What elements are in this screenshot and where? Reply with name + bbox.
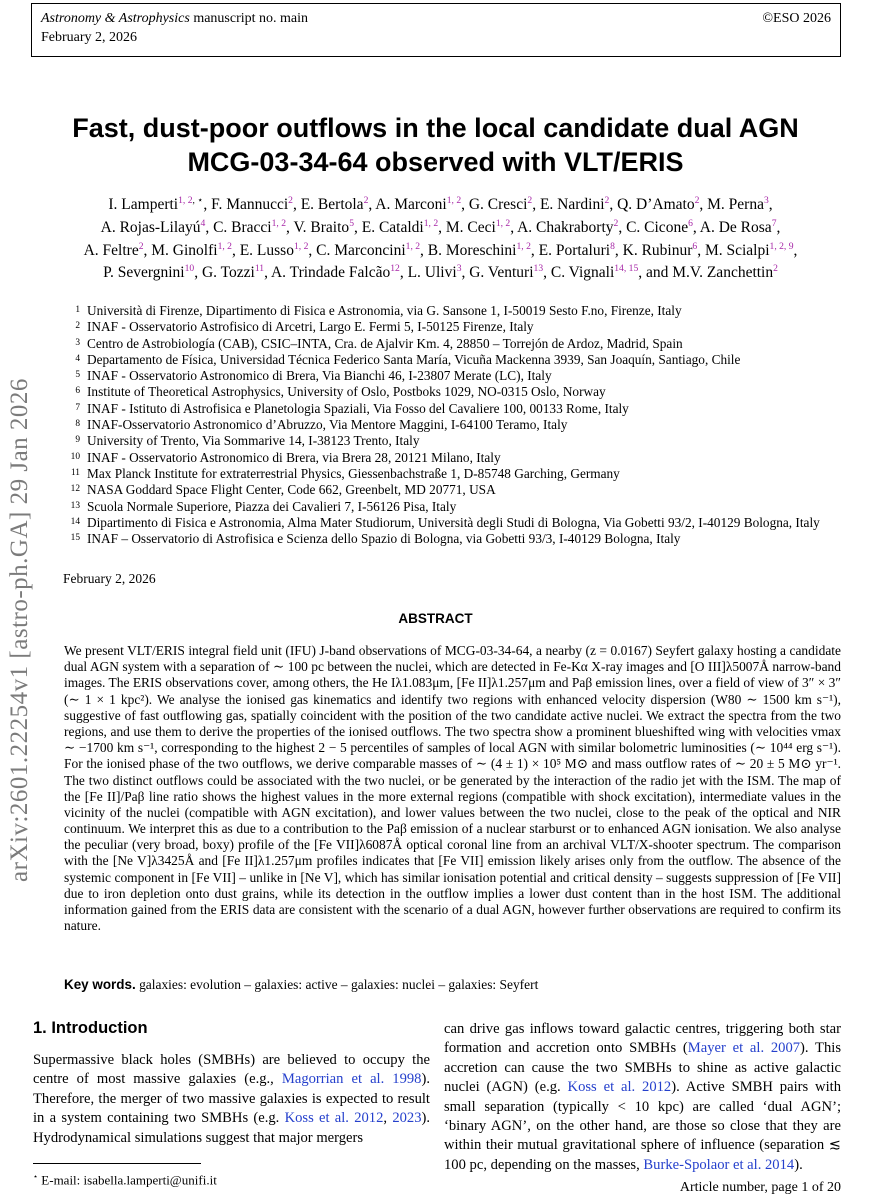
author-separator: ,: [231, 241, 240, 259]
author-name: E. Portaluri: [538, 241, 611, 259]
author-separator: ,: [614, 241, 623, 259]
author-name: C. Bracci: [213, 218, 272, 236]
author-name: M. Ceci: [445, 218, 496, 236]
affiliation-text: INAF - Istituto di Astrofisica e Planetologia Spaziali, Via Fosso del Cavaliere 100, 00133 Rome, Italy: [87, 400, 629, 416]
author-affiliation-link[interactable]: 1, 2: [446, 194, 462, 206]
affiliation-number: 15: [70, 533, 80, 544]
affiliation-text: Max Planck Institute for extraterrestrial Physics, Giessenbachstraße 1, D-85748 Garching, Germany: [87, 465, 620, 481]
citation-link[interactable]: Koss et al. 2012: [567, 1079, 672, 1096]
header-date: February 2, 2026: [41, 30, 138, 45]
author-affiliation-link[interactable]: 1, 2: [293, 240, 309, 252]
author-affiliation-link[interactable]: 2: [138, 240, 144, 252]
footnote-email-text: E-mail: isabella.lamperti@unifi.it: [38, 1172, 217, 1188]
affiliation-item: [63, 352, 841, 368]
author-name: M. Scialpi: [704, 241, 770, 259]
author-separator: ,: [203, 196, 212, 213]
author-separator: ,: [692, 218, 700, 236]
author-name: K. Rubinur: [622, 241, 693, 259]
body-text: ).: [794, 1156, 803, 1173]
affiliation-number: 5: [75, 370, 80, 381]
affiliation-number: 2: [75, 321, 80, 332]
author-separator: ,: [420, 241, 428, 259]
author-affiliation-link[interactable]: 1, 2: [495, 217, 511, 229]
left-column: [33, 1015, 430, 1188]
affiliation-item: [63, 336, 841, 352]
body-text: Supermassive black holes (SMBHs) are believed to occupy the centre of most massive galaxies (e.g.,: [33, 1052, 430, 1088]
author-separator: ,: [461, 264, 470, 282]
author-affiliation-link[interactable]: 1, 2: [516, 240, 531, 252]
author-affiliation-link[interactable]: 2: [694, 194, 700, 206]
author-separator: ,: [399, 264, 408, 282]
author-separator: ,: [194, 264, 202, 282]
affiliation-item: [63, 450, 841, 466]
author-name: A. De Rosa: [699, 218, 772, 236]
author-name: F. Mannucci: [211, 196, 289, 213]
footnote-star-mark: ⋆: [33, 1172, 39, 1182]
eso-copyright: ©ESO 2026: [762, 11, 831, 26]
corresponding-author-mark: , ⋆: [192, 194, 204, 206]
affiliation-number: 11: [70, 467, 80, 478]
affiliation-text: INAF - Osservatorio Astronomico di Brera, via Brera 28, 20121 Milano, Italy: [87, 449, 501, 465]
author-name: I. Lamperti: [108, 196, 179, 213]
author-name: E. Lusso: [239, 241, 294, 259]
affiliation-item: [63, 401, 841, 417]
author-name: A. Rojas-Lilayú: [100, 218, 201, 236]
affiliation-item: [63, 319, 841, 335]
affiliation-number: 13: [70, 500, 80, 511]
author-name: C. Marconcini: [316, 241, 406, 259]
keywords-line: [64, 977, 841, 993]
author-separator: ,: [510, 218, 518, 236]
affiliation-item: [63, 417, 841, 433]
affiliation-text: Institute of Theoretical Astrophysics, University of Oslo, Postboks 1029, NO-0315 Oslo, Norway: [87, 384, 606, 400]
journal-line: [41, 9, 308, 47]
author-line: [36, 194, 845, 217]
affiliation-number: 8: [75, 419, 80, 430]
affiliation-number: 4: [75, 353, 80, 364]
keywords-label: Key words.: [64, 977, 136, 992]
author-separator: ,: [532, 196, 540, 213]
affiliation-number: 7: [75, 402, 80, 413]
author-separator: ,: [768, 196, 773, 213]
author-name: E. Nardini: [539, 196, 605, 213]
author-separator: ,: [699, 196, 708, 213]
author-affiliation-link[interactable]: 2: [527, 194, 533, 206]
affiliation-item: [63, 531, 841, 547]
affiliation-number: 9: [75, 435, 80, 446]
author-affiliation-link[interactable]: 2: [363, 194, 369, 206]
affiliation-text: Università di Firenze, Dipartimento di Fisica e Astronomia, via G. Sansone 1, I-50019 Sesto F.no, Firenze, Italy: [87, 303, 682, 318]
author-separator: ,: [143, 241, 152, 259]
affiliation-number: 14: [70, 516, 80, 527]
footnote-rule: [33, 1163, 201, 1164]
citation-link[interactable]: Koss et al. 2012: [284, 1110, 384, 1127]
author-separator: ,: [368, 196, 376, 213]
author-name: P. Severgnini: [103, 264, 185, 282]
author-name: M. Perna: [707, 196, 764, 213]
author-affiliation-link[interactable]: 8: [610, 240, 615, 252]
affiliation-text: NASA Goddard Space Flight Center, Code 662, Greenbelt, MD 20771, USA: [87, 482, 496, 498]
affiliation-number: 1: [75, 305, 80, 315]
affiliation-item: [63, 303, 841, 319]
affiliation-text: INAF - Osservatorio Astrofisico di Arcetri, Largo E. Fermi 5, I-50125 Firenze, Italy: [87, 319, 534, 335]
author-affiliation-link[interactable]: 1, 2: [423, 217, 439, 229]
body-text: ,: [383, 1110, 393, 1127]
author-line: [36, 262, 845, 285]
author-name: A. Chakraborty: [517, 218, 614, 236]
affiliation-item: [63, 433, 841, 449]
author-separator: ,: [292, 196, 301, 213]
author-affiliation-link[interactable]: 1, 2: [405, 240, 421, 252]
paper-title-line1: Fast, dust-poor outflows in the local candidate dual AGN: [72, 113, 799, 143]
author-separator: ,: [353, 218, 362, 236]
paper-title: [0, 111, 871, 179]
author-affiliation-link[interactable]: 1, 2: [178, 194, 193, 206]
author-affiliation-link[interactable]: 13: [533, 263, 544, 275]
author-separator: ,: [438, 218, 446, 236]
body-text: ). Therefore, the merger of two massive galaxies is expected to result in a system containing two SMBHs (e.g.: [33, 1071, 430, 1127]
author-separator: ,: [205, 218, 214, 236]
affiliation-number: 3: [75, 337, 80, 348]
author-separator: ,: [638, 264, 646, 282]
author-name: E. Cataldi: [361, 218, 424, 236]
journal-name: Astronomy & Astrophysics: [41, 11, 190, 26]
author-affiliation-link[interactable]: 5: [349, 217, 354, 229]
author-name: C. Cicone: [626, 218, 689, 236]
author-affiliation-link[interactable]: 4: [200, 217, 206, 229]
author-affiliation-link[interactable]: 7: [771, 217, 777, 229]
author-name: and M.V. Zanchettin: [645, 264, 774, 282]
affiliation-item: [63, 499, 841, 515]
abstract-heading: ABSTRACT: [398, 611, 473, 626]
affiliation-text: Departamento de Física, Universidad Técnica Federico Santa María, Vicuña Mackenna 3939, San Joaquín, Santiago, Chile: [87, 351, 741, 367]
author-line: [36, 240, 845, 263]
affiliation-item: [63, 515, 841, 531]
author-separator: ,: [461, 196, 469, 213]
author-affiliation-link[interactable]: 2: [773, 263, 778, 275]
author-affiliation-link[interactable]: 2: [613, 217, 619, 229]
manuscript-number: manuscript no. main: [189, 11, 309, 26]
author-affiliation-link[interactable]: 3: [763, 194, 769, 206]
author-name: A. Feltre: [83, 241, 139, 259]
author-separator: ,: [543, 264, 551, 282]
arxiv-watermark: arXiv:2601.22254v1 [astro-ph.GA] 29 Jan 2026: [6, 378, 33, 882]
author-affiliation-link[interactable]: 2: [288, 194, 293, 206]
affiliation-text: University of Trento, Via Sommarive 14, I-38123 Trento, Italy: [87, 433, 420, 449]
citation-link[interactable]: Burke-Spolaor et al. 2014: [643, 1156, 795, 1173]
author-separator: ,: [793, 241, 798, 259]
body-text: can drive gas inflows toward galactic centres, triggering both star formation and accretion onto SMBHs (: [444, 1021, 841, 1057]
citation-link[interactable]: 2023: [392, 1110, 422, 1127]
author-affiliation-link[interactable]: 1, 2: [217, 240, 232, 252]
affiliation-text: Scuola Normale Superiore, Piazza dei Cavalieri 7, I-56126 Pisa, Italy: [87, 498, 457, 514]
affiliation-item: [63, 482, 841, 498]
author-affiliation-link[interactable]: 10: [184, 263, 195, 275]
author-separator: ,: [286, 218, 294, 236]
author-name: G. Cresci: [468, 196, 528, 213]
author-affiliation-link[interactable]: 1, 2: [271, 217, 286, 229]
author-name: V. Braito: [293, 218, 350, 236]
author-affiliation-link[interactable]: 6: [688, 217, 693, 229]
author-separator: ,: [776, 218, 781, 236]
body-text: ). Active SMBH pairs with small separation (typically < 10 kpc) are called ‘dual AGN’; ‘binary AGN’, on the other hand, are those so close that they are within their mutual gravitational sphere of influence (separation ≲ 100 pc, depending on the masses,: [444, 1079, 841, 1173]
affiliation-number: 10: [70, 451, 80, 462]
author-line: [36, 217, 845, 240]
author-affiliation-link[interactable]: 14, 15: [614, 263, 639, 275]
author-separator: ,: [530, 241, 539, 259]
author-name: E. Bertola: [300, 196, 364, 213]
author-name: A. Trindade Falcão: [270, 264, 391, 282]
citation-link[interactable]: Magorrian et al. 1998: [281, 1071, 422, 1088]
author-separator: ,: [618, 218, 627, 236]
author-affiliation-link[interactable]: 6: [692, 240, 698, 252]
author-affiliation-link[interactable]: 1, 2, 9: [769, 240, 794, 252]
abstract-text: We present VLT/ERIS integral field unit (IFU) J-band observations of MCG-03-34-64, a nearby (z = 0.0167) Seyfert galaxy hosting a candidate dual AGN system with a separation of ∼ 100 pc between the nuclei, which are detected in Fe-Kα X-ray images and [O III]λ5007Å narrow-band images. The ERIS observations cover, among others, the He Iλ1.083μm, [Fe II]λ1.257μm and Paβ emission lines, over a field of view of 3″ × 3″ (∼ 1 × 1 kpc²). We analyse the ionised gas kinematics and identify two regions with enhanced velocity dispersion (W80 ∼ 1500 km s⁻¹), suggestive of fast outflowing gas, spatially coincident with the position of the two candidate active nuclei. We extract the spectra from the two regions, and use them to derive the properties of the ionised outflows. The two spectra show a prominent blueshifted wing with velocities vmax ∼ −1700 km s⁻¹, corresponding to the highest 2 − 5 percentiles of samples of local AGN with similar bolometric luminosities (∼ 10⁴⁴ erg s⁻¹). For the ionised phase of the two outflows, we derive comparable masses of ∼ (4 ± 1) × 10⁵ M⊙ and mass outflow rates of ∼ 20 ± 5 M⊙ yr⁻¹. The two distinct outflows could be associated with the two nuclei, or be generated by the interaction of the radio jet with the ISM. The map of the [Fe II]/Paβ line ratio shows the highest values in the more external regions (compatible with shock excitation), intermediate values in the vicinity of the nuclei (compatible with AGN excitation), and lower values between the two nuclei, close to the peak of the optical and NIR continuum. We interpret this as due to a contribution to the Paβ emission of a nuclear starburst or to enhanced AGN ionisation. We also analyse the peculiar (very broad, boxy) profile of the [Fe VII]λ6087Å optical coronal line from an archival VLT/X-shooter spectrum. The comparison with the [Ne V]λ3425Å and [Fe II]λ1.257μm profiles indicates that [Fe VII] emission likely arises only from the outflow. The absence of the systemic component in [Fe VII] – unlike in [Ne V], which has similar ionisation potential and critical density – suggests suppression of [Fe VII] due to iron depletion onto dust grains, while its detection in the outflow implies a lower dust content than in the host ISM. The additional information gained from the ERIS data are consistent with the scenario of a dual AGN, however further observations are required to confirm its nature.: [64, 643, 841, 934]
section-heading-introduction: 1. Introduction: [33, 1019, 148, 1037]
submission-date: February 2, 2026: [63, 571, 156, 586]
page-number-footer: Article number, page 1 of 20: [679, 1180, 841, 1195]
keywords-text: galaxies: evolution – galaxies: active – galaxies: nuclei – galaxies: Seyfert: [139, 977, 539, 992]
author-name: M. Ginolfi: [151, 241, 218, 259]
author-name: B. Moreschini: [427, 241, 517, 259]
author-affiliation-link[interactable]: 3: [456, 263, 462, 275]
author-list: [36, 194, 845, 285]
right-column: [444, 1015, 841, 1188]
author-separator: ,: [308, 241, 317, 259]
author-affiliation-link[interactable]: 2: [604, 194, 610, 206]
author-separator: ,: [264, 264, 271, 282]
affiliation-text: Centro de Astrobiología (CAB), CSIC–INTA, Cra. de Ajalvir Km. 4, 28850 – Torrejón de Ardoz, Madrid, Spain: [87, 335, 683, 351]
citation-link[interactable]: Mayer et al. 2007: [687, 1040, 801, 1057]
author-name: Q. D’Amato: [617, 196, 695, 213]
affiliation-number: 12: [70, 484, 80, 495]
affiliation-text: INAF – Osservatorio di Astrofisica e Scienza dello Spazio di Bologna, via Gobetti 93/3, I-40129 Bologna, Italy: [87, 531, 681, 547]
affiliation-item: [63, 384, 841, 400]
author-name: G. Tozzi: [201, 264, 255, 282]
author-separator: ,: [609, 196, 618, 213]
affiliation-list: [63, 303, 841, 547]
paper-title-line2: MCG-03-34-64 observed with VLT/ERIS: [187, 147, 684, 177]
affiliation-item: [63, 466, 841, 482]
intro-paragraph-right: [444, 1020, 841, 1175]
author-affiliation-link[interactable]: 11: [254, 263, 265, 275]
affiliation-text: INAF-Osservatorio Astronomico d’Abruzzo, Via Mentore Maggini, I-64100 Teramo, Italy: [87, 417, 568, 433]
affiliation-text: INAF - Osservatorio Astronomico di Brera, Via Bianchi 46, I-23807 Merate (LC), Italy: [87, 368, 552, 384]
author-name: A. Marconi: [375, 196, 447, 213]
intro-paragraph-left: [33, 1051, 430, 1148]
body-text: ). This accretion can cause the two SMBHs to shine as active galactic nuclei (AGN) (e.g.: [444, 1040, 841, 1096]
author-affiliation-link[interactable]: 12: [390, 263, 400, 275]
two-column-body: [33, 1015, 841, 1188]
affiliation-item: [63, 368, 841, 384]
author-name: L. Ulivi: [407, 264, 457, 282]
author-separator: ,: [697, 241, 705, 259]
corresponding-author-footnote: [33, 1163, 430, 1188]
author-name: C. Vignali: [550, 264, 615, 282]
affiliation-text: Dipartimento di Fisica e Astronomia, Alma Mater Studiorum, Università degli Studi di Bologna, Via Gobetti 93/2, I-40129 Bologna, Italy: [87, 514, 820, 530]
body-text: ). Hydrodynamical simulations suggest that major mergers: [33, 1110, 431, 1146]
author-name: G. Venturi: [469, 264, 534, 282]
manuscript-header: [31, 3, 841, 57]
affiliation-number: 6: [75, 386, 80, 397]
